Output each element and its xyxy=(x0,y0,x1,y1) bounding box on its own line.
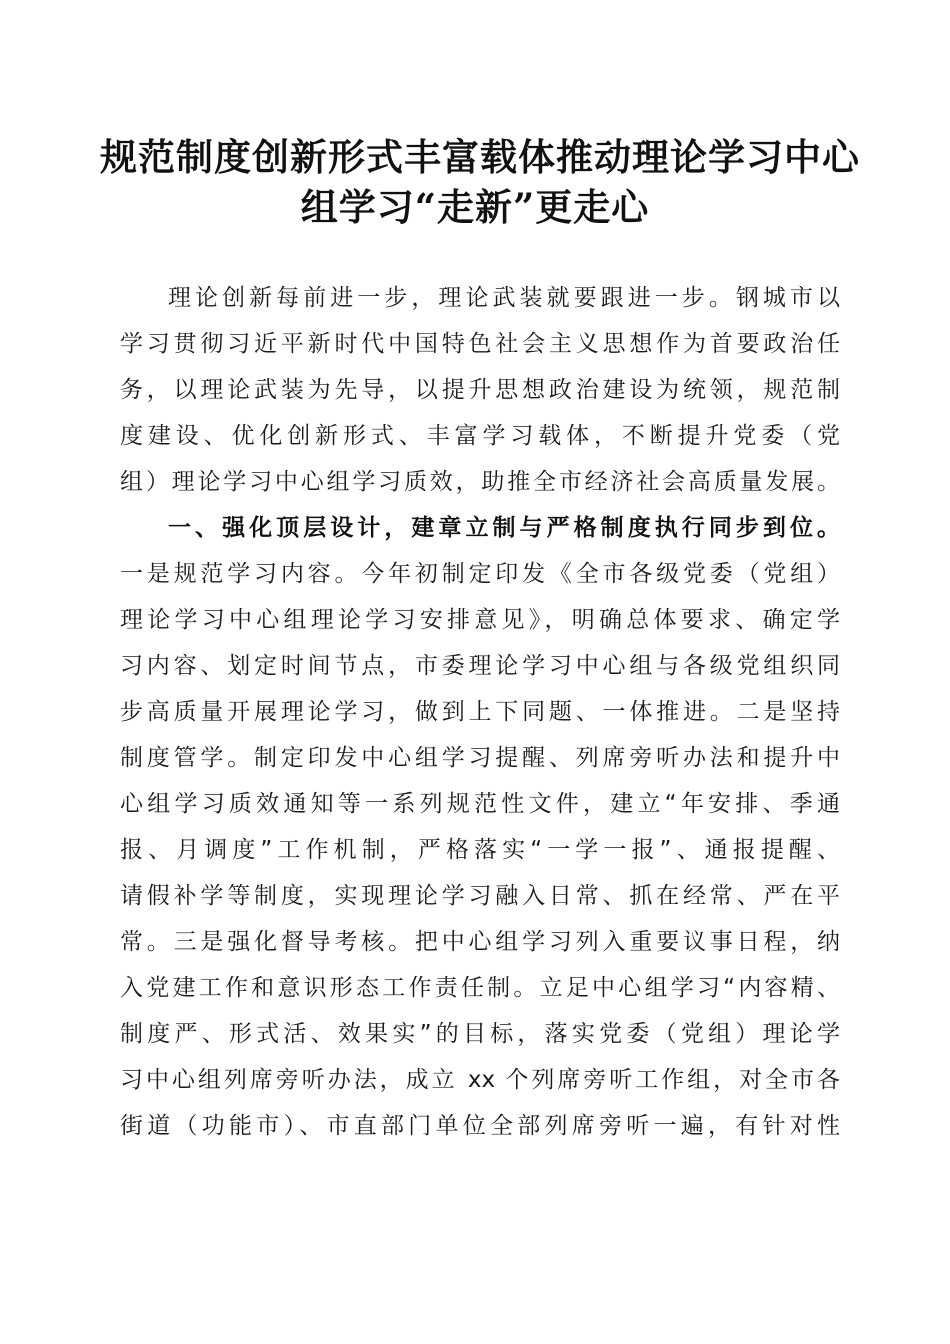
section-line: 报、月调度”工作机制，严格落实“一学一报”、通报提醒、 xyxy=(120,837,840,863)
section-line: 一是规范学习内容。今年初制定印发《全市各级党委（党组） xyxy=(120,561,840,587)
intro-line: 理论创新每前进一步，理论武装就要跟进一步。钢城市以 xyxy=(168,285,840,311)
section-line: 步高质量开展理论学习，做到上下同题、一体推进。二是坚持 xyxy=(120,699,840,725)
section-line: 制度管学。制定印发中心组学习提醒、列席旁听办法和提升中 xyxy=(120,745,840,771)
section-line: 常。三是强化督导考核。把中心组学习列入重要议事日程，纳 xyxy=(120,929,840,955)
intro-line: 组）理论学习中心组学习质效，助推全市经济社会高质量发展。 xyxy=(120,469,840,495)
section-heading: 一、强化顶层设计，建章立制与严格制度执行同步到位。 xyxy=(168,515,840,541)
section-line: 入党建工作和意识形态工作责任制。立足中心组学习“内容精、 xyxy=(120,975,840,1001)
section-line: 制度严、形式活、效果实”的目标，落实党委（党组）理论学 xyxy=(120,1021,840,1047)
section-line: 心组学习质效通知等一系列规范性文件，建立“年安排、季通 xyxy=(120,791,840,817)
section-line: 理论学习中心组理论学习安排意见》，明确总体要求、确定学 xyxy=(120,607,840,633)
title-line: 组学习“走新”更走心 xyxy=(300,185,650,229)
document-body xyxy=(120,275,840,1149)
section-line: 请假补学等制度，实现理论学习融入日常、抓在经常、严在平 xyxy=(120,883,840,909)
section-line: 街道（功能市）、市直部门单位全部列席旁听一遍，有针对性 xyxy=(120,1113,840,1139)
document-title xyxy=(100,132,860,232)
intro-line: 务，以理论武装为先导，以提升思想政治建设为统领，规范制 xyxy=(120,377,840,403)
title-line: 规范制度创新形式丰富载体推动理论学习中心 xyxy=(100,135,860,179)
intro-line: 度建设、优化创新形式、丰富学习载体，不断提升党委（党 xyxy=(120,423,840,449)
section-line: 习中心组列席旁听办法，成立 xx 个列席旁听工作组，对全市各 xyxy=(120,1067,840,1093)
intro-line: 学习贯彻习近平新时代中国特色社会主义思想作为首要政治任 xyxy=(120,331,840,357)
section-line: 习内容、划定时间节点，市委理论学习中心组与各级党组织同 xyxy=(120,653,840,679)
